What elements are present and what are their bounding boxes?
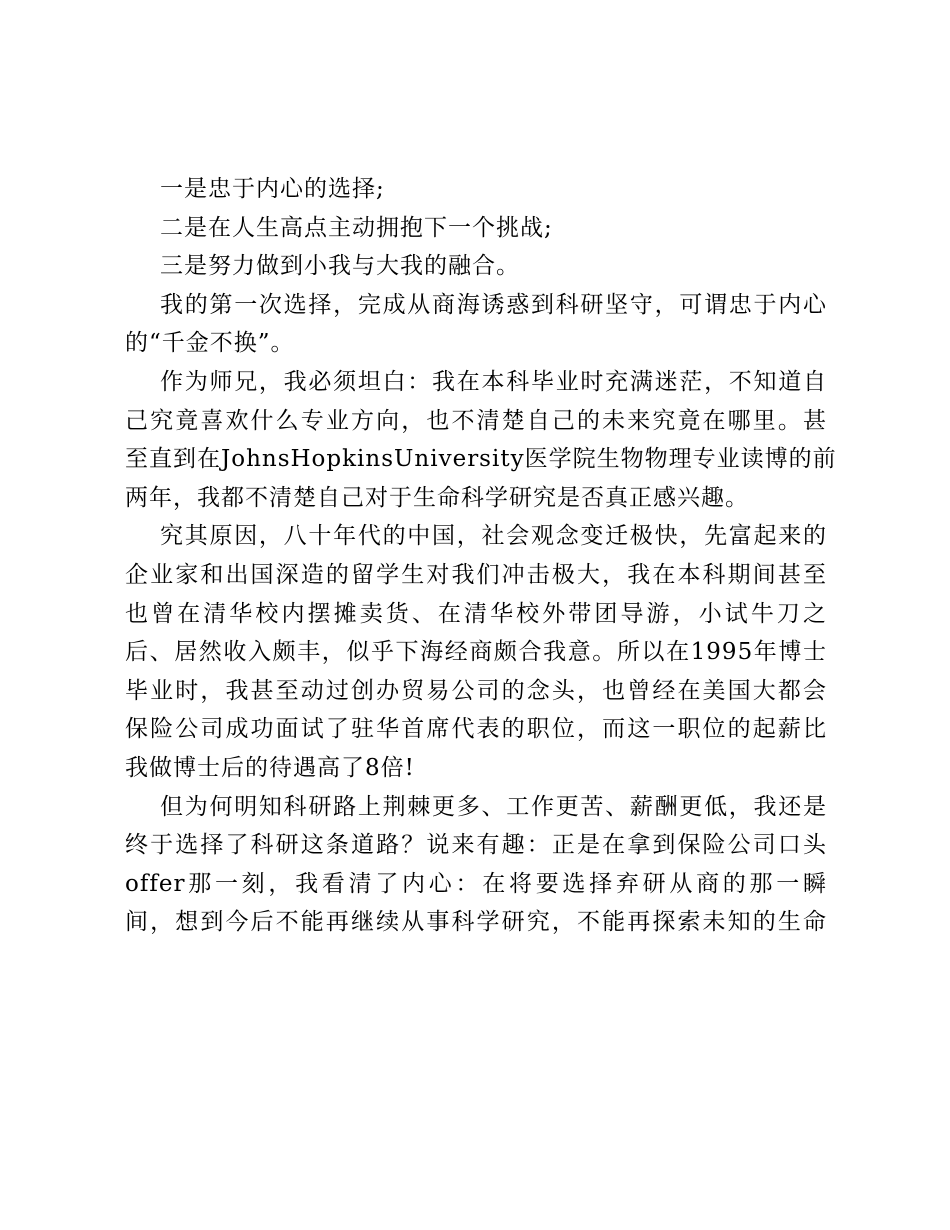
text-line: 间，想到今后不能再继续从事科学研究，不能再探索未知的生命 — [125, 909, 827, 936]
text-line: offer那一刻，我看清了内心：在将要选择弃研从商的那一瞬 — [125, 870, 827, 897]
text-line: 两年，我都不清楚自己对于生命科学研究是否真正感兴趣。 — [125, 484, 749, 511]
text-line: 二是在人生高点主动拥抱下一个挑战; — [160, 214, 553, 241]
text-line: 保险公司成功面试了驻华首席代表的职位，而这一职位的起薪比 — [125, 716, 827, 743]
text-line: 我做博士后的待遇高了8倍! — [125, 754, 415, 781]
text-line: 的“千金不换”。 — [125, 330, 295, 357]
text-line: 但为何明知科研路上荆棘更多、工作更苦、薪酬更低，我还是 — [160, 793, 827, 820]
text-line: 至直到在JohnsHopkinsUniversity医学院生物物理专业读博的前 — [125, 446, 837, 473]
text-line: 三是努力做到小我与大我的融合。 — [160, 253, 520, 280]
text-line: 一是忠于内心的选择; — [160, 176, 385, 202]
document-body — [125, 170, 837, 942]
text-line: 也曾在清华校内摆摊卖货、在清华校外带团导游，小试牛刀之 — [125, 600, 827, 627]
text-line: 企业家和出国深造的留学生对我们冲击极大，我在本科期间甚至 — [125, 561, 827, 588]
text-line: 后、居然收入颇丰，似乎下海经商颇合我意。所以在1995年博士 — [125, 639, 827, 666]
text-line: 毕业时，我甚至动过创办贸易公司的念头，也曾经在美国大都会 — [125, 677, 827, 704]
text-line: 终于选择了科研这条道路？说来有趣：正是在拿到保险公司口头 — [125, 832, 827, 859]
text-line: 究其原因，八十年代的中国，社会观念变迁极快，先富起来的 — [160, 523, 827, 550]
text-line: 作为师兄，我必须坦白：我在本科毕业时充满迷茫，不知道自 — [160, 368, 827, 395]
text-line: 己究竟喜欢什么专业方向，也不清楚自己的未来究竟在哪里。甚 — [125, 407, 827, 434]
text-line: 我的第一次选择，完成从商海诱惑到科研坚守，可谓忠于内心 — [160, 291, 827, 318]
